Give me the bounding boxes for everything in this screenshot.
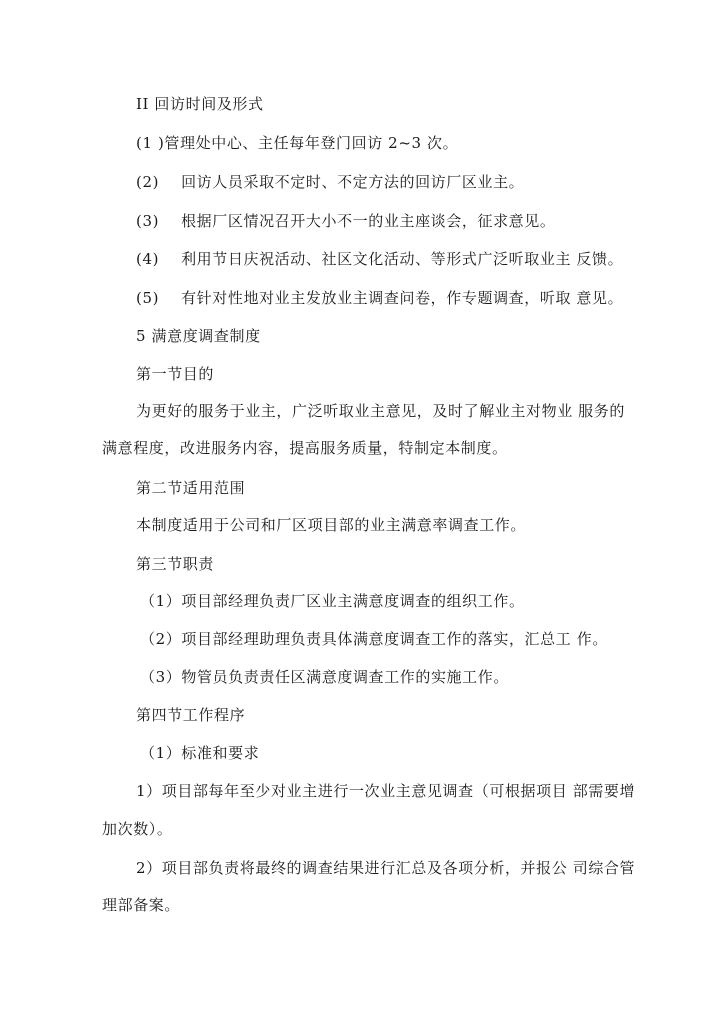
procedure-point-1-line-1: 1）项目部每年至少对业主进行一次业主意见调查（可根据项目 部需要增 [136, 782, 636, 800]
duty-item-3: （3）物管员负责责任区满意度调查工作的实施工作。 [140, 668, 509, 686]
paragraph-purpose-line-1: 为更好的服务于业主，广泛听取业主意见，及时了解业主对物业 服务的 [136, 402, 625, 420]
list-item-3-number: (3) [136, 212, 160, 230]
paragraph-scope: 本制度适用于公司和厂区项目部的业主满意率调查工作。 [136, 516, 527, 534]
list-item-3-text: 根据厂区情况召开大小不一的业主座谈会，征求意见。 [181, 212, 556, 230]
subsection-heading-purpose: 第一节目的 [136, 365, 215, 383]
procedure-point-2-line-2: 理部备案。 [102, 896, 181, 914]
list-item-2-number: (2) [136, 173, 160, 191]
subsection-heading-procedure: 第四节工作程序 [136, 706, 246, 724]
duty-item-1: （1）项目部经理负责厂区业主满意度调查的组织工作。 [140, 592, 525, 610]
list-item-5-text: 有针对性地对业主发放业主调查问卷，作专题调查，听取 意见。 [181, 289, 624, 307]
list-item-1: (1 )管理处中心、主任每年登门回访 2~3 次。 [136, 134, 459, 152]
subsection-heading-scope: 第二节适用范围 [136, 479, 246, 497]
subsection-heading-duties: 第三节职责 [136, 555, 215, 573]
procedure-item-standards: （1）标准和要求 [140, 744, 260, 762]
list-item-4 [136, 248, 623, 270]
list-item-5-number: (5) [136, 289, 160, 307]
section-heading-visit-time: II 回访时间及形式 [136, 95, 264, 113]
duty-item-2: （2）项目部经理助理负责具体满意度调查工作的落实，汇总工 作。 [140, 630, 608, 648]
paragraph-purpose-line-2: 满意程度，改进服务内容，提高服务质量，特制定本制度。 [102, 439, 508, 457]
procedure-point-1-line-2: 加次数）。 [102, 820, 173, 838]
list-item-4-number: (4) [136, 250, 160, 268]
list-item-5 [136, 287, 623, 309]
section-heading-satisfaction: 5 满意度调查制度 [136, 327, 261, 345]
procedure-point-2-line-1: 2）项目部负责将最终的调查结果进行汇总及各项分析，并报公 司综合管 [136, 859, 636, 877]
list-item-2 [136, 171, 524, 193]
list-item-4-text: 利用节日庆祝活动、社区文化活动、等形式广泛听取业主 反馈。 [181, 250, 624, 268]
list-item-2-text: 回访人员采取不定时、不定方法的回访厂区业主。 [181, 173, 525, 191]
list-item-3 [136, 210, 555, 232]
